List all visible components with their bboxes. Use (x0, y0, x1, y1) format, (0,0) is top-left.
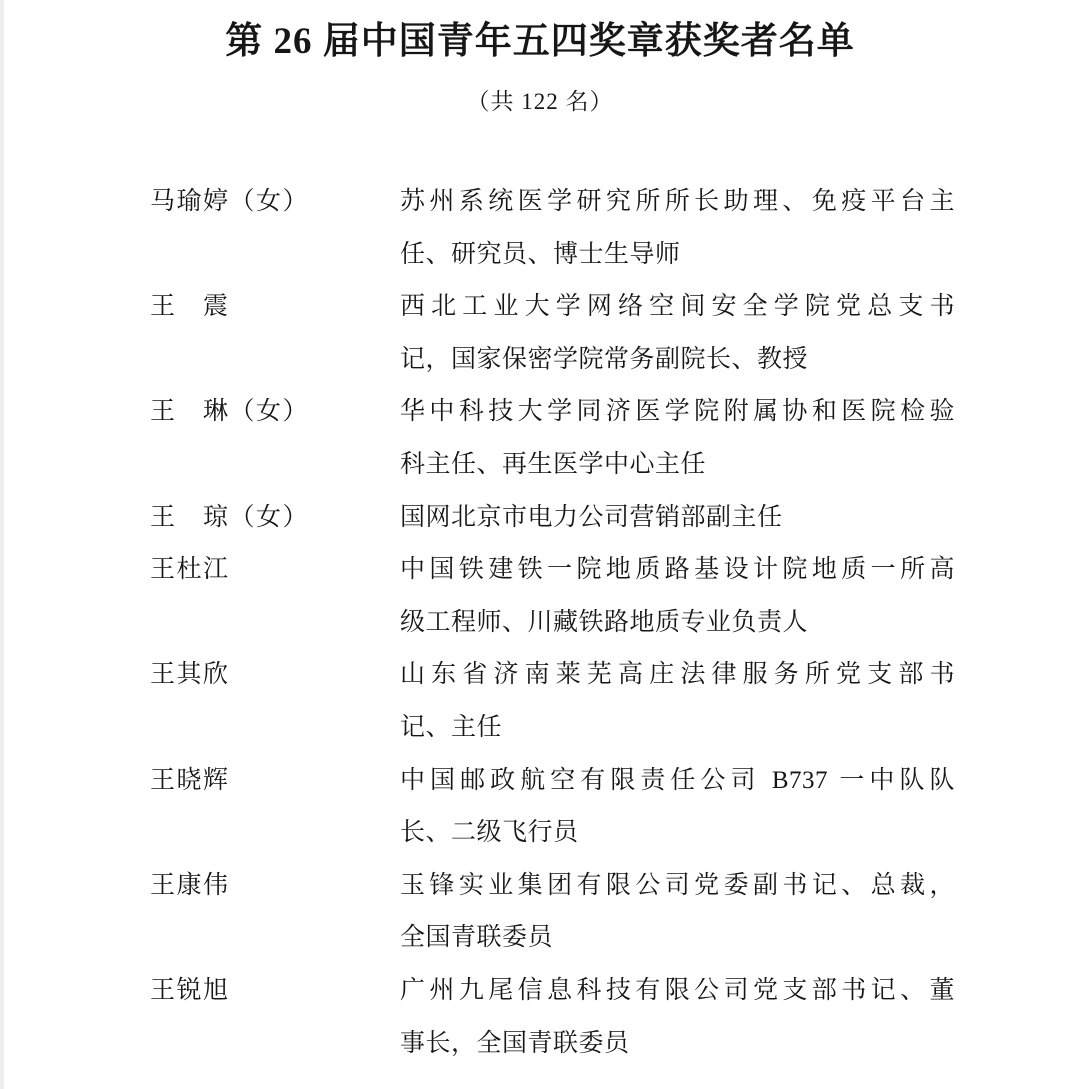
document-title: 第 26 届中国青年五四奖章获奖者名单 (225, 21, 855, 62)
awardee-entry (150, 860, 955, 965)
awardee-description (400, 386, 955, 491)
awardee-entry (150, 965, 955, 1070)
awardee-description (400, 755, 955, 860)
description-line: 苏州系统医学研究所所长助理、免疫平台主 (400, 188, 955, 215)
awardee-description (400, 281, 955, 386)
description-line: 华中科技大学同济医学院附属协和医院检验 (400, 398, 955, 426)
awardee-entry (150, 755, 955, 860)
description-line: 玉锋实业集团有限公司党委副书记、总裁， (400, 871, 955, 899)
description-line: 西北工业大学网络空间安全学院党总支书 (400, 293, 955, 321)
awardee-description (400, 544, 955, 649)
description-line: 国网北京市电力公司营销部副主任 (400, 503, 783, 531)
awardee-name: 王 琼（女） (150, 503, 310, 531)
document-subtitle: （共 122 名） (466, 89, 614, 114)
awardee-list (150, 176, 955, 1070)
description-line: 事长，全国青联委员 (400, 1029, 630, 1057)
awardee-description (400, 649, 955, 754)
awardee-name: 王 琳（女） (150, 398, 310, 426)
awardee-name: 王 震 (150, 293, 230, 321)
awardee-name: 王晓辉 (150, 766, 230, 794)
awardee-name: 马瑜婷（女） (150, 188, 310, 215)
awardee-entry (150, 386, 955, 491)
awardee-description (400, 492, 955, 545)
awardee-name: 王杜江 (150, 556, 230, 584)
awardee-entry (150, 281, 955, 386)
description-line: 记、主任 (400, 713, 503, 741)
description-line: 广州九尾信息科技有限公司党支部书记、董 (400, 976, 955, 1004)
awardee-description (400, 860, 955, 965)
description-line: 中国铁建铁一院地质路基设计院地质一所高 (400, 556, 955, 584)
scan-edge-artifact (0, 0, 4, 1089)
description-line: 全国青联委员 (400, 924, 554, 952)
description-line: 任、研究员、博士生导师 (400, 240, 681, 268)
awardee-description (400, 965, 955, 1070)
awardee-entry (150, 649, 955, 754)
awardee-entry (150, 492, 955, 545)
awardee-name: 王康伟 (150, 871, 230, 899)
description-line: 科主任、再生医学中心主任 (400, 450, 707, 478)
description-line: 长、二级飞行员 (400, 819, 579, 847)
awardee-description (400, 176, 955, 281)
description-line: 级工程师、川藏铁路地质专业负责人 (400, 608, 809, 636)
description-line: 中国邮政航空有限责任公司 B737 一中队队 (400, 766, 955, 794)
awardee-entry (150, 544, 955, 649)
description-line: 山东省济南莱芜高庄法律服务所党支部书 (400, 661, 955, 689)
awardee-name: 王其欣 (150, 661, 230, 689)
description-line: 记，国家保密学院常务副院长、教授 (400, 345, 809, 373)
awardee-name: 王锐旭 (150, 976, 230, 1004)
awardee-entry (150, 176, 955, 281)
